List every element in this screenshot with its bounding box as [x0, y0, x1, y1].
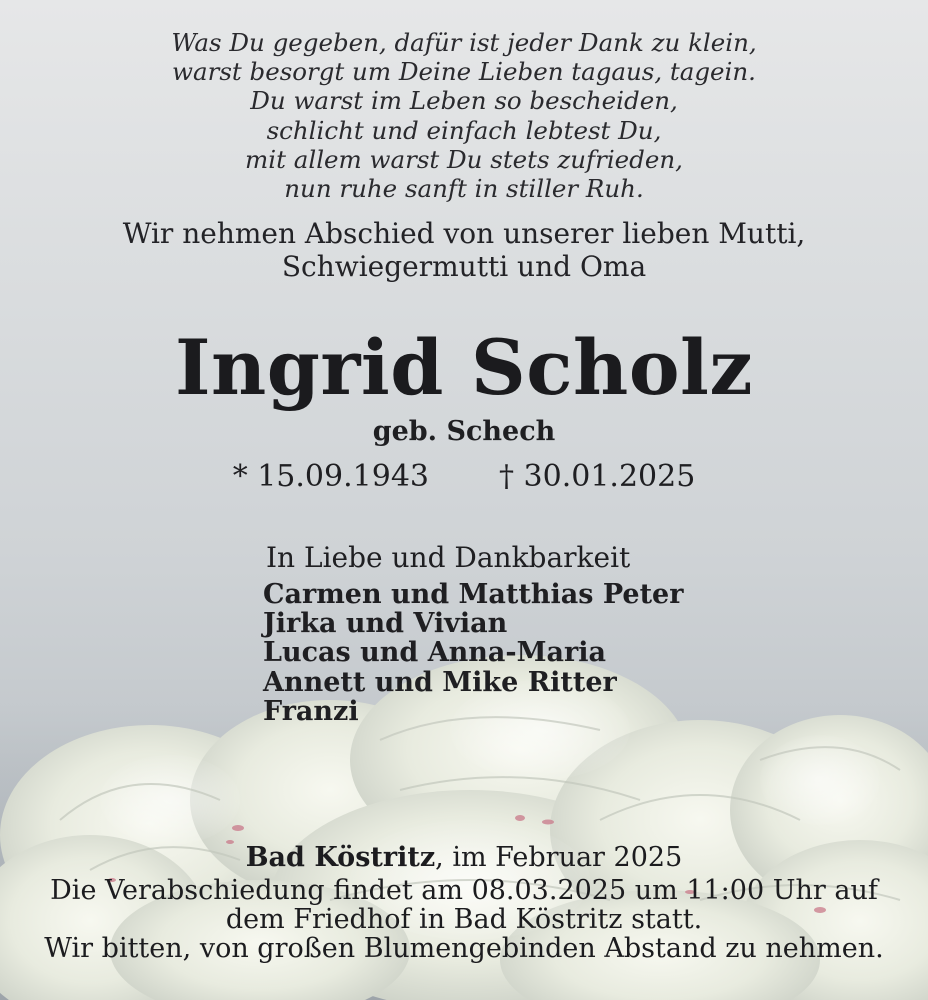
poem-line: nun ruhe sanft in stiller Ruh.	[284, 174, 644, 204]
poem	[0, 28, 928, 203]
mourners-block	[263, 540, 683, 726]
poem-line: Du warst im Leben so bescheiden,	[250, 86, 678, 116]
mourner-name: Franzi	[263, 695, 359, 727]
notice-line: dem Friedhof in Bad Köstritz statt.	[225, 904, 703, 935]
deceased-name: Ingrid Scholz	[174, 323, 754, 412]
intro-line: Wir nehmen Abschied von unserer lieben Mutti,	[122, 217, 806, 250]
mourner-name: Annett und Mike Ritter	[263, 666, 617, 698]
mourner-name: Jirka und Vivian	[263, 608, 508, 640]
place: Bad Köstritz	[245, 842, 436, 873]
death-date: † 30.01.2025	[499, 459, 696, 494]
farewell-intro	[0, 218, 928, 283]
poem-line: mit allem warst Du stets zufrieden,	[245, 144, 683, 174]
closing-notice	[0, 843, 928, 963]
mourner-name: Lucas und Anna-Maria	[263, 637, 606, 669]
notice-line: Die Verabschiedung findet am 08.03.2025 um 11:00 Uhr auf	[50, 875, 878, 906]
intro-line: Schwiegermutti und Oma	[281, 249, 647, 283]
notice-line: Wir bitten, von großen Blumengebinden Abstand zu nehmen.	[44, 933, 884, 964]
mourner-name: Carmen und Matthias Peter	[263, 579, 684, 610]
poem-line: Was Du gegeben, dafür ist jeder Dank zu klein,	[171, 28, 757, 57]
mourners-lead: In Liebe und Dankbarkeit	[266, 541, 631, 574]
date-text: , im Februar 2025	[435, 842, 683, 873]
poem-line: schlicht und einfach lebtest Du,	[266, 115, 662, 145]
poem-line: warst besorgt um Deine Lieben tagaus, tagein.	[172, 57, 756, 87]
birth-name: geb. Schech	[372, 416, 556, 447]
life-dates	[0, 459, 928, 495]
place-date	[0, 843, 928, 872]
birth-date: * 15.09.1943	[232, 459, 429, 494]
